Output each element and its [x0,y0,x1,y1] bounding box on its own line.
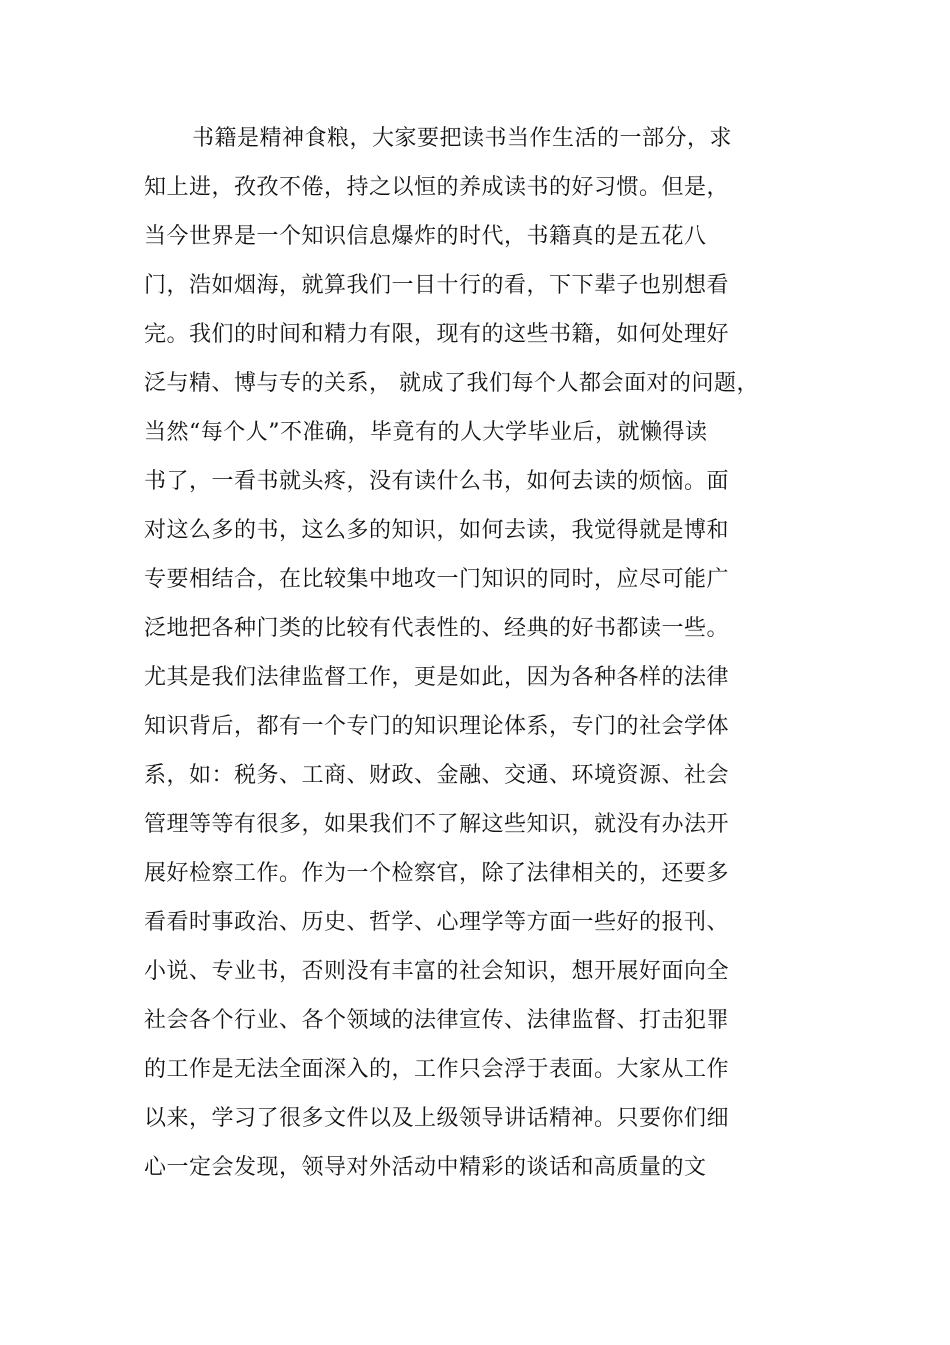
text-line: 小说、专业书，否则没有丰富的社会知识，想开展好面向全 [144,959,730,984]
text-line: 当然“每个人”不准确，毕竟有的人大学毕业后，就懒得读 [144,420,708,445]
text-line: 知上进，孜孜不倦，持之以恒的养成读书的好习惯。但是， [144,175,730,200]
text-line: 展好检察工作。作为一个检察官，除了法律相关的，还要多 [144,861,730,886]
text-line: 系，如：税务、工商、财政、金融、交通、环境资源、社会 [144,763,730,788]
text-line: 书籍是精神食粮，大家要把读书当作生活的一部分，求 [192,126,733,151]
text-line: 书了，一看书就头疼，没有读什么书，如何去读的烦恼。面 [144,469,730,494]
text-line: 管理等等有很多，如果我们不了解这些知识，就没有办法开 [144,812,730,837]
text-line: 门，浩如烟海，就算我们一目十行的看，下下辈子也别想看 [144,273,730,298]
text-line: 的工作是无法全面深入的，工作只会浮于表面。大家从工作 [144,1057,730,1082]
text-line: 社会各个行业、各个领域的法律宣传、法律监督、打击犯罪 [144,1008,730,1033]
text-line: 专要相结合，在比较集中地攻一门知识的同时，应尽可能广 [144,567,730,592]
text-line: 当今世界是一个知识信息爆炸的时代，书籍真的是五花八 [144,224,707,249]
text-line: 心一定会发现，领导对外活动中精彩的谈话和高质量的文 [144,1155,707,1180]
text-line: 完。我们的时间和精力有限，现有的这些书籍，如何处理好 [144,322,730,347]
text-line: 泛地把各种门类的比较有代表性的、经典的好书都读一些。 [144,616,730,641]
text-line: 尤其是我们法律监督工作，更是如此，因为各种各样的法律 [144,665,730,690]
text-line: 对这么多的书，这么多的知识，如何去读，我觉得就是博和 [144,518,730,543]
text-line: 看看时事政治、历史、哲学、心理学等方面一些好的报刊、 [144,910,730,935]
text-line: 知识背后，都有一个专门的知识理论体系，专门的社会学体 [144,714,730,739]
text-line: 以来，学习了很多文件以及上级领导讲话精神。只要你们细 [144,1106,730,1131]
text-line: 泛与精、博与专的关系， 就成了我们每个人都会面对的问题， [144,371,759,396]
